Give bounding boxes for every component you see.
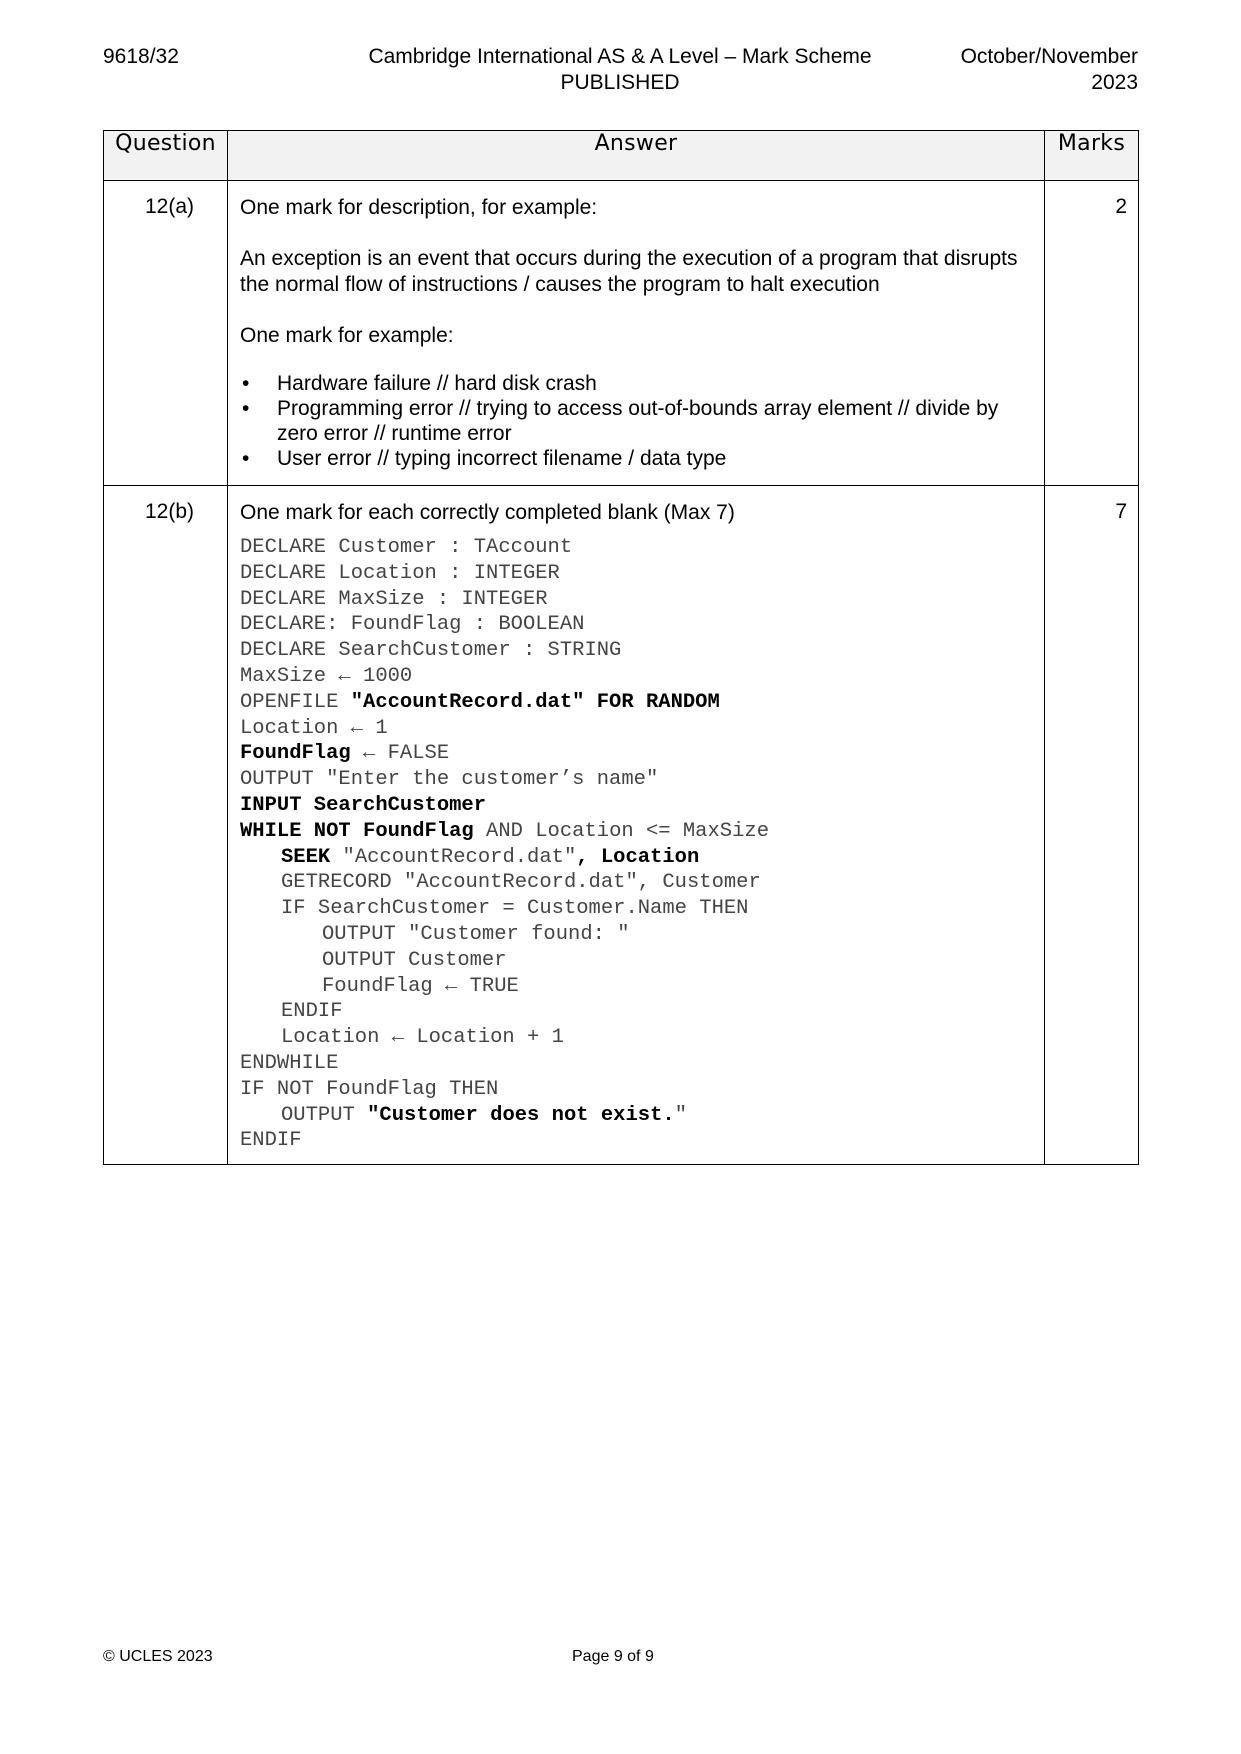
list-item	[240, 396, 1032, 446]
session-line-1: October/November	[960, 45, 1138, 68]
marks-value: 7	[1045, 486, 1139, 1165]
list-item	[240, 371, 1032, 396]
code-line: ENDWHILE	[240, 1051, 339, 1075]
answer-paragraph: One mark for example:	[240, 324, 454, 347]
code-line	[240, 690, 1032, 716]
answer-paragraph: One mark for description, for example:	[240, 196, 598, 219]
code-segment: OUTPUT	[281, 1103, 368, 1127]
answer-paragraph: An exception is an event that occurs during the execution of a program that disrupts the normal flow of instructions / causes the program to halt execution	[240, 247, 1018, 296]
code-line	[240, 819, 1032, 845]
table-header-row	[104, 131, 1139, 181]
title-line-2: PUBLISHED	[560, 71, 680, 94]
code-line	[240, 741, 1032, 767]
list-item-text: Hardware failure // hard disk crash	[277, 372, 597, 395]
completed-blank: SEEK	[281, 845, 331, 869]
code-line	[240, 1103, 1032, 1129]
completed-blank: FoundFlag	[240, 742, 351, 766]
completed-blank: WHILE NOT FoundFlag	[240, 819, 474, 843]
mark-scheme-table	[103, 130, 1139, 1165]
table-row-12a	[104, 181, 1139, 486]
code-line: OUTPUT Customer	[322, 948, 507, 972]
code-line: DECLARE Customer : TAccount	[240, 536, 573, 559]
document-title	[300, 44, 940, 96]
code-segment: "	[674, 1103, 687, 1127]
list-item-text: Programming error // trying to access out-of-bounds array element // divide by zero error // runtime error	[277, 397, 999, 445]
code-line: DECLARE MaxSize : INTEGER	[240, 587, 548, 611]
bullet-icon: •	[242, 397, 250, 420]
session-line-2: 2023	[1091, 71, 1138, 94]
column-header-answer: Answer	[228, 131, 1045, 181]
column-header-question: Question	[104, 131, 228, 181]
code-line: DECLARE: FoundFlag : BOOLEAN	[240, 613, 585, 637]
completed-blank: "Customer does not exist.	[367, 1103, 675, 1127]
answer-cell	[228, 181, 1045, 486]
table-row-12b	[104, 486, 1139, 1165]
completed-blank: , Location	[576, 845, 700, 869]
code-line: DECLARE SearchCustomer : STRING	[240, 639, 622, 663]
code-segment: ← FALSE	[350, 742, 450, 766]
pseudocode-block	[240, 535, 1032, 1154]
code-line: ENDIF	[281, 1000, 343, 1024]
code-line: DECLARE Location : INTEGER	[240, 561, 560, 585]
code-segment: OPENFILE	[240, 690, 351, 714]
paper-code: 9618/32	[103, 45, 179, 68]
code-line: IF NOT FoundFlag THEN	[240, 1077, 499, 1101]
bullet-icon: •	[242, 447, 250, 470]
question-number: 12(a)	[104, 181, 228, 486]
exam-session	[961, 44, 1138, 96]
question-number: 12(b)	[104, 486, 228, 1165]
bullet-icon: •	[242, 372, 250, 395]
list-item-text: User error // typing incorrect filename / data type	[277, 447, 727, 470]
page-number: Page 9 of 9	[572, 1648, 654, 1665]
list-item	[240, 446, 1032, 471]
answer-intro: One mark for each correctly completed blank (Max 7)	[240, 501, 735, 524]
code-line: Location ← Location + 1	[281, 1026, 564, 1050]
title-line-1: Cambridge International AS & A Level – Mark Scheme	[368, 45, 872, 68]
code-line	[240, 793, 1032, 819]
code-segment: "AccountRecord.dat"	[330, 845, 577, 869]
code-line: OUTPUT "Customer found: "	[322, 922, 630, 946]
completed-blank: "AccountRecord.dat" FOR RANDOM	[350, 690, 720, 714]
marks-value: 2	[1045, 181, 1139, 486]
copyright-notice: © UCLES 2023	[103, 1648, 213, 1665]
code-line: ENDIF	[240, 1129, 302, 1153]
code-line: GETRECORD "AccountRecord.dat", Customer	[281, 871, 761, 895]
code-line: FoundFlag ← TRUE	[322, 974, 519, 998]
column-header-marks: Marks	[1045, 131, 1139, 181]
code-segment: AND Location <= MaxSize	[473, 819, 769, 843]
example-list	[240, 371, 1032, 471]
code-line: IF SearchCustomer = Customer.Name THEN	[281, 897, 749, 921]
code-line	[240, 845, 1032, 871]
code-line: MaxSize ← 1000	[240, 664, 413, 688]
answer-cell	[228, 486, 1045, 1165]
code-line: Location ← 1	[240, 716, 388, 740]
code-line: OUTPUT "Enter the customer’s name"	[240, 768, 659, 792]
completed-blank: INPUT SearchCustomer	[240, 793, 487, 817]
